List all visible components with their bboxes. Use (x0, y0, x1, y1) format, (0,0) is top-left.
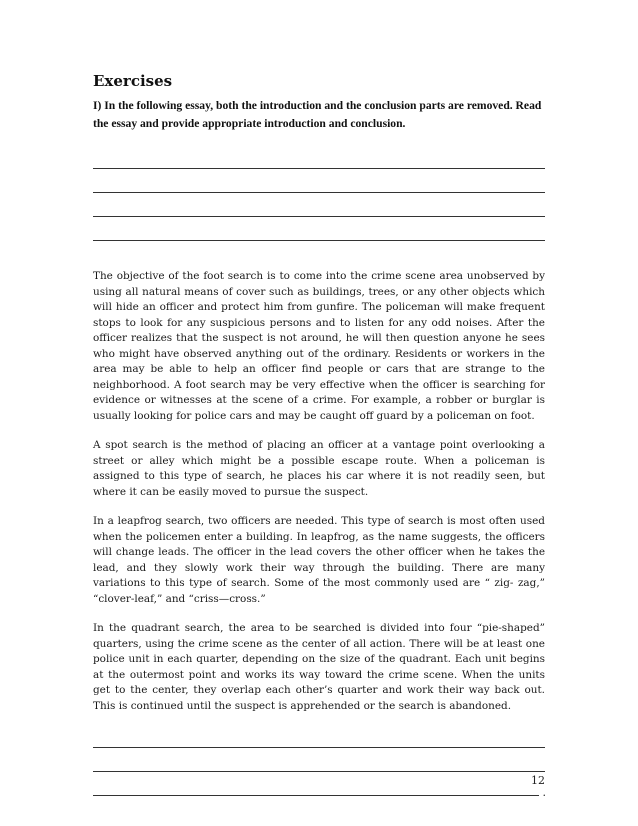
essay-paragraph-foot-search: The objective of the foot search is to come into the crime scene area unobserved by using all natural means of cover such as buildings, trees, or any other objects which will hide an officer and protect him from gunfire. The policeman will make frequent stops to look for any suspicious persons and to listen for any odd noises. After the officer realizes that the suspect is not around, he will then question anyone he sees who might have observed anything out of the ordinary. Residents or workers in the area may be able to help an officer find people or cars that are strange to the neighborhood. A foot search may be very effective when the officer is searching for evidence or witnesses at the scene of a crime. For example, a robber or burglar is usually looking for police cars and may be caught off guard by a policeman on foot. (93, 270, 545, 422)
answer-line[interactable] (93, 728, 545, 748)
essay-paragraph-quadrant-search: In the quadrant search, the area to be searched is divided into four “pie-shaped” quarters, using the crime scene as the center of all action. There will be at least one police unit in each quarter, depending on the size of the quadrant. Each unit begins at the outermost point and works its way toward the crime scene. When the units get to the center, they overlap each other’s quarter and work their way back out. This is continued until the suspect is apprehended or the search is abandoned. (93, 622, 545, 712)
page-number: 12 (531, 774, 545, 787)
essay-paragraph-spot-search: A spot search is the method of placing an officer at a vantage point overlooking a street or alley which might be a possible escape route. When a policeman is assigned to this type of search, he places his car where it is not readily seen, but where it can be easily moved to pursue the suspect. (93, 439, 545, 498)
answer-line[interactable] (93, 173, 545, 193)
introduction-answer-lines (93, 149, 545, 241)
exercise-instruction: I) In the following essay, both the introduction and the conclusion parts are removed. Read the essay and provide appropriate introduction and conclusion. (93, 99, 542, 130)
essay-paragraph-leapfrog-search: In a leapfrog search, two officers are needed. This type of search is most often used when the policemen enter a building. In leapfrog, as the name suggests, the officers will change leads. The officer in the lead covers the other officer when he takes the lead, and they slowly work their way through the building. There are many variations to this type of search. Some of the most commonly used are “ zig- zag,” “clover-leaf,” and “criss—cross.” (93, 515, 545, 605)
page-content (93, 72, 545, 800)
essay-body (93, 269, 545, 714)
conclusion-answer-lines (93, 728, 546, 799)
closing-mark: . (542, 786, 546, 799)
answer-line[interactable] (93, 197, 545, 217)
exercises-heading: Exercises (93, 72, 173, 90)
answer-line[interactable] (93, 752, 545, 772)
answer-line[interactable] (93, 149, 545, 169)
answer-line[interactable] (93, 221, 545, 241)
